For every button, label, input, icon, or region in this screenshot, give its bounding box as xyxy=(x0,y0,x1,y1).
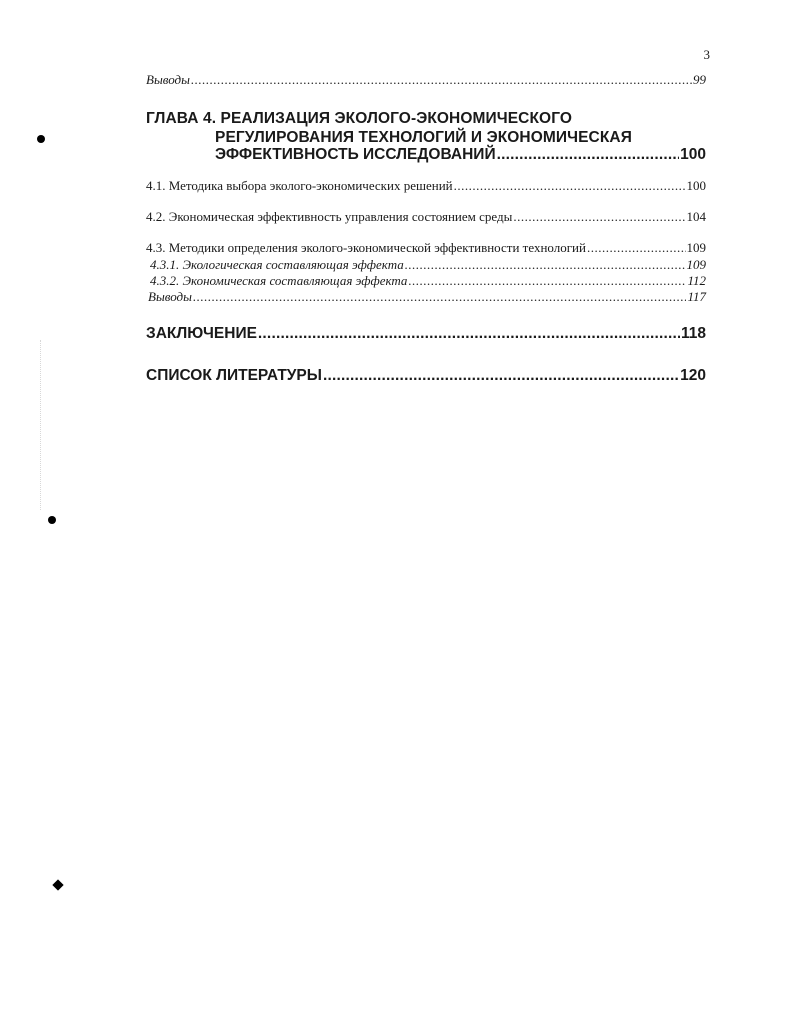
punch-hole-mark xyxy=(48,516,56,524)
chapter-4-heading-line-3: ЭФФЕКТИВНОСТЬ ИССЛЕДОВАНИЙ xyxy=(215,146,496,163)
toc-entry-prev-conclusions[interactable] xyxy=(146,72,706,88)
scan-margin-specks xyxy=(40,340,43,510)
toc-entry-4-2[interactable] xyxy=(146,209,706,225)
toc-entry-4-3[interactable] xyxy=(146,240,706,256)
page-number: 3 xyxy=(703,47,710,62)
dot-leader xyxy=(191,72,692,88)
chapter-4-heading-line-2: РЕГУЛИРОВАНИЯ ТЕХНОЛОГИЙ И ЭКОНОМИЧЕСКАЯ xyxy=(215,129,632,146)
toc-entry-label: СПИСОК ЛИТЕРАТУРЫ xyxy=(146,367,322,384)
toc-entry-page: 118 xyxy=(680,325,706,342)
dot-leader xyxy=(587,240,686,256)
toc-entry-page: 112 xyxy=(687,273,706,288)
toc-entry-4-3-2[interactable] xyxy=(150,273,706,289)
toc-entry-page: 104 xyxy=(686,209,706,224)
toc-entry-page: 109 xyxy=(686,257,706,272)
toc-entry-label: 4.3.1. Экологическая составляющая эффекта xyxy=(150,257,404,272)
toc-entry-label: Выводы xyxy=(146,72,190,87)
toc-entry-ch4-conclusions[interactable] xyxy=(148,289,706,305)
toc-entry-4-1[interactable] xyxy=(146,178,706,194)
toc-entry-label: 4.1. Методика выбора эколого-экономических решений xyxy=(146,178,453,193)
toc-entry-label: Выводы xyxy=(148,289,192,304)
toc-entry-label: 4.3. Методики определения эколого-экономической эффективности технологий xyxy=(146,240,586,255)
toc-entry-page: 120 xyxy=(680,367,706,384)
toc-entry-4-3-1[interactable] xyxy=(150,257,706,273)
toc-entry-conclusion[interactable] xyxy=(146,325,706,343)
toc-entry-page: 100 xyxy=(686,178,706,193)
dot-leader xyxy=(258,325,680,343)
toc-entry-page: 117 xyxy=(687,289,706,304)
dot-leader xyxy=(405,257,686,273)
dot-leader xyxy=(193,289,687,305)
toc-entry-chapter-4[interactable] xyxy=(215,146,706,164)
dot-leader xyxy=(497,146,680,164)
toc-entry-label: 4.2. Экономическая эффективность управления состоянием среды xyxy=(146,209,513,224)
dot-leader xyxy=(323,367,679,385)
toc-entry-page: 99 xyxy=(693,72,706,87)
toc-entry-label: 4.3.2. Экономическая составляющая эффекта xyxy=(150,273,408,288)
toc-entry-page: 109 xyxy=(686,240,706,255)
dot-leader xyxy=(513,209,685,225)
dot-leader xyxy=(408,273,686,289)
dot-leader xyxy=(454,178,686,194)
chapter-4-heading-line-1: ГЛАВА 4. РЕАЛИЗАЦИЯ ЭКОЛОГО-ЭКОНОМИЧЕСКОГО xyxy=(146,110,573,127)
punch-hole-mark xyxy=(52,879,63,890)
toc-entry-page: 100 xyxy=(680,146,706,163)
toc-entry-references[interactable] xyxy=(146,367,706,385)
punch-hole-mark xyxy=(37,135,45,143)
toc-entry-label: ЗАКЛЮЧЕНИЕ xyxy=(146,325,257,342)
